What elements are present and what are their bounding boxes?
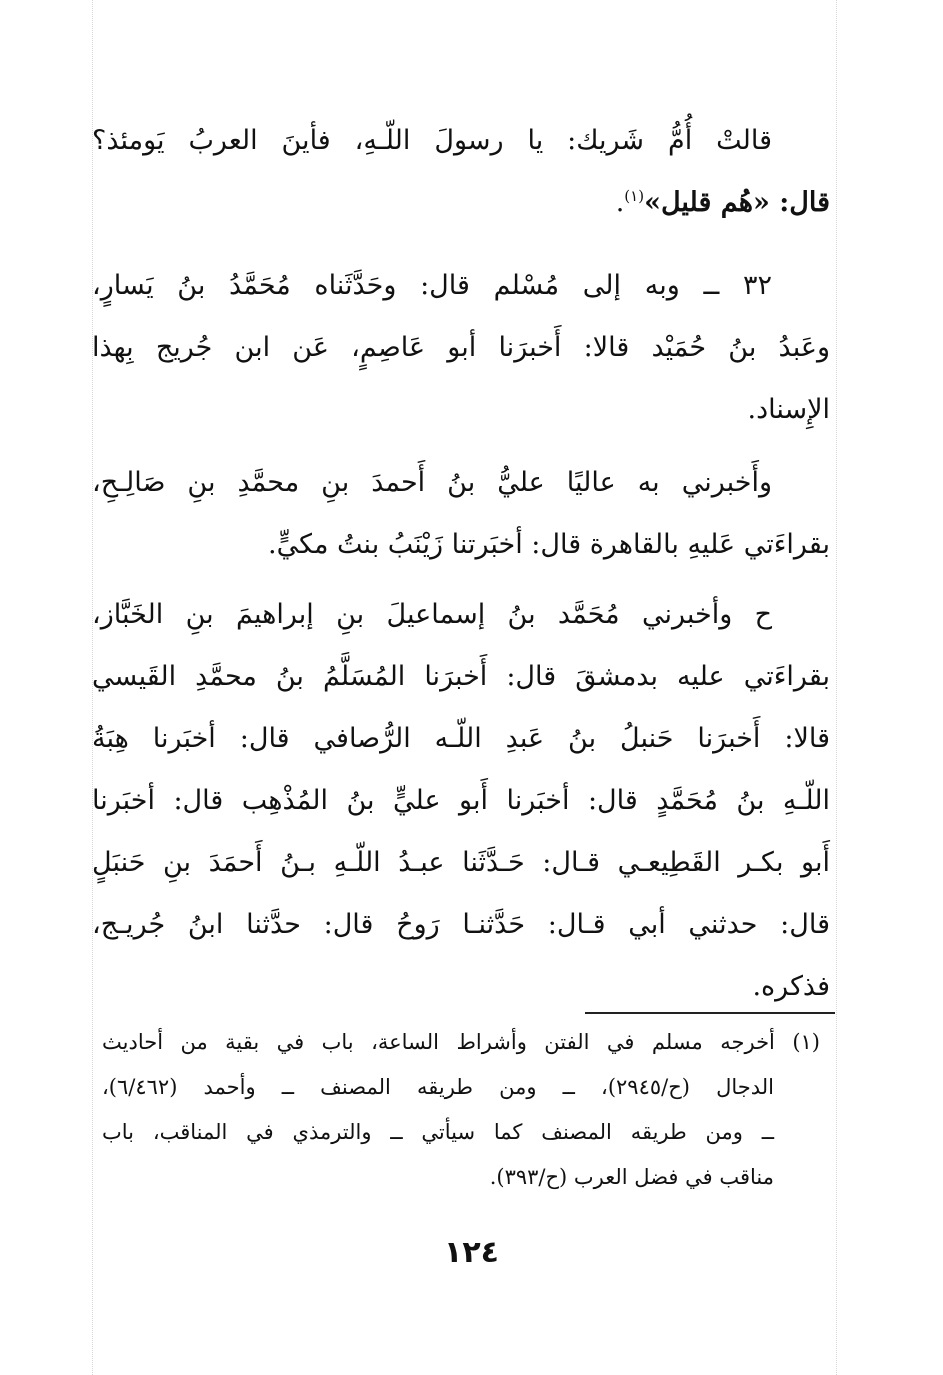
text-line: الإِسناد. xyxy=(747,394,830,425)
footnote-line: ــ ومن طريقه المصنف كما سيأتي ــ والترمذي في المناقب، باب xyxy=(102,1120,774,1144)
text-line xyxy=(92,172,830,234)
footnote-line: مناقب في فضل العرب (ح/٣٩٣). xyxy=(489,1165,774,1189)
text-line: أَبو بكـر القَطِيعـي قـال: حَـدَّثَنا عبـدُ اللّـهِ بـنُ أَحمَدَ بنِ حَنبَلٍ xyxy=(92,847,830,878)
line-end-punctuation: . xyxy=(615,187,625,218)
text-line: قالا: أَخبرَنا حَنبلُ بنُ عَبدِ اللّـه الرُّصافي قال: أخبَرنا هِبَةُ xyxy=(92,723,830,754)
text-line: بقراءَتي عليه بدمشقَ قال: أَخبرَنا المُسَلَّمُ بنُ محمَّدِ القَيسي xyxy=(92,661,830,692)
page-number: ١٢٤ xyxy=(444,1235,499,1270)
text-line: وأَخبرني به عاليًا عليُّ بنُ أَحمدَ بنِ محمَّدِ بنِ صَالِـحِ، xyxy=(92,467,772,498)
text-line: فذكره. xyxy=(752,971,830,1002)
paragraph-umm-sharik xyxy=(92,110,830,234)
text-line: اللّـهِ بنُ مُحَمَّدٍ قال: أخبَرنا أَبو عليٍّ بنُ المُذْهِب قال: أخبَرنا xyxy=(92,785,830,816)
footnote-separator xyxy=(585,1012,835,1014)
footnote-line: الدجال (ح/٢٩٤٥)، ــ ومن طريقه المصنف ــ وأحمد (٦/٤٦٢)، xyxy=(102,1075,774,1099)
text-line: قال: حدثني أبي قـال: حَدَّثنـا رَوحُ قال: حدَّثنا ابنُ جُريـج، xyxy=(92,909,830,940)
margin-guide xyxy=(836,0,837,1375)
quoted-speech: قال: «هُم قليل» xyxy=(644,187,830,218)
text-line: ٣٢ ــ وبه إلى مُسْلم قال: وحَدَّثَناه مُحَمَّدُ بنُ يَسارٍ، xyxy=(92,270,772,301)
footnote-reference: (١) xyxy=(624,187,645,205)
text-line: وعَبدُ بنُ حُمَيْد قالا: أَخبرَنا أبو عَاصِمٍ، عَن ابن جُريج بِهذا xyxy=(92,332,830,363)
paragraph-chain-cairo xyxy=(92,452,830,576)
text-line: بقراءَتي عَليهِ بالقاهرة قال: أخبَرتنا زَيْنَبُ بنتُ مكيٍّ. xyxy=(268,529,830,560)
footnote xyxy=(102,1020,820,1200)
text-line: ح وأخبرني مُحَمَّد بنُ إسماعيلَ بنِ إبراهيمَ بنِ الخَبَّاز، xyxy=(92,599,772,630)
text-line: قالتْ أُمُّ شَريك: يا رسولَ اللّـهِ، فأينَ العربُ يَومئذ؟ xyxy=(92,125,772,156)
paragraph-hadith-32 xyxy=(92,255,830,441)
footnote-line: (١) أخرجه مسلم في الفتن وأشراط الساعة، باب في بقية من أحاديث xyxy=(102,1030,820,1054)
paragraph-chain-damascus xyxy=(92,584,830,1018)
